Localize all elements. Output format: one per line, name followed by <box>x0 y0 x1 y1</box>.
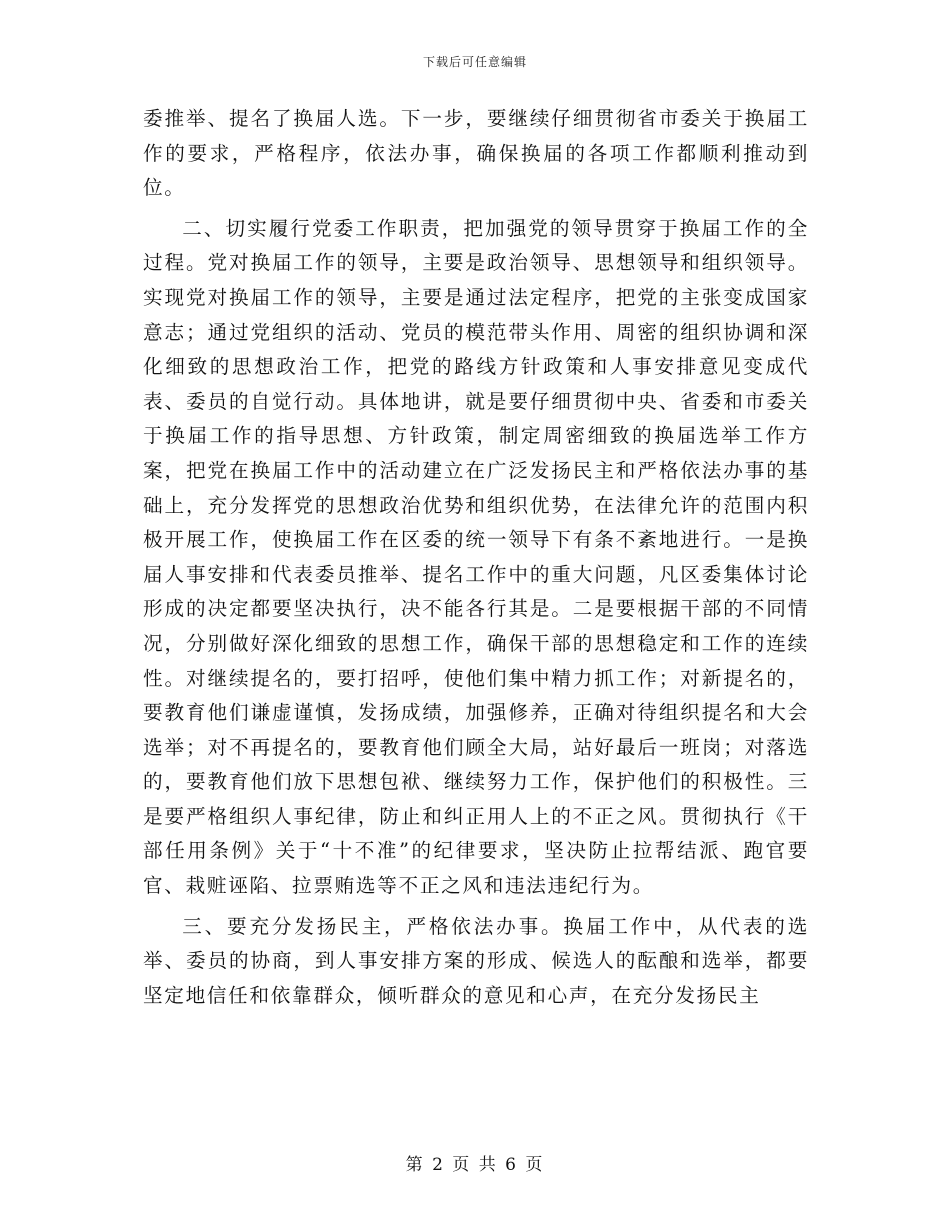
body-paragraph-continued: 委推举、提名了换届人选。下一步，要继续仔细贯彻省市委关于换届工作的要求，严格程序，依法办事，确保换届的各项工作都顺利推动到位。 <box>143 107 809 200</box>
page-number: 第 2 页 共 6 页 <box>405 1155 545 1175</box>
body-paragraph-section-two: 二、切实履行党委工作职责，把加强党的领导贯穿于换届工作的全过程。党对换届工作的领导，主要是政治领导、思想领导和组织领导。实现党对换届工作的领导，主要是通过法定程序，把党的主张变成国家意志；通过党组织的活动、党员的模范带头作用、周密的组织协调和深化细致的思想政治工作，把党的路线方针政策和人事安排意见变成代表、委员的自觉行动。具体地讲，就是要仔细贯彻中央、省委和市委关于换届工作的指导思想、方针政策，制定周密细致的换届选举工作方案，把党在换届工作中的活动建立在广泛发扬民主和严格依法办事的基础上，充分发挥党的思想政治优势和组织优势，在法律允许的范围内积极开展工作，使换届工作在区委的统一领导下有条不紊地进行。一是换届人事安排和代表委员推举、提名工作中的重大问题，凡区委集体讨论形成的决定都要坚决执行，决不能各行其是。二是要根据干部的不同情况，分别做好深化细致的思想工作，确保干部的思想稳定和工作的连续性。对继续提名的，要打招呼，使他们集中精力抓工作；对新提名的，要教育他们谦虚谨慎，发扬成绩，加强修养，正确对待组织提名和大会选举；对不再提名的，要教育他们顾全大局，站好最后一班岗；对落选的，要教育他们放下思想包袱、继续努力工作，保护他们的积极性。三是要严格组织人事纪律，防止和纠正用人上的不正之风。贯彻执行《干部任用条例》关于“十不准”的纪律要求，坚决防止拉帮结派、跑官要官、栽赃诬陷、拉票贿选等不正之风和违法违纪行为。 <box>143 216 809 898</box>
document-body <box>143 102 809 1013</box>
page-header: 下载后可任意编辑 <box>422 55 527 69</box>
body-paragraph-section-three: 三、要充分发扬民主，严格依法办事。换届工作中，从代表的选举、委员的协商，到人事安排方案的形成、候选人的酝酿和选举，都要坚定地信任和依靠群众，倾听群众的意见和心声，在充分发扬民主 <box>143 914 809 1007</box>
